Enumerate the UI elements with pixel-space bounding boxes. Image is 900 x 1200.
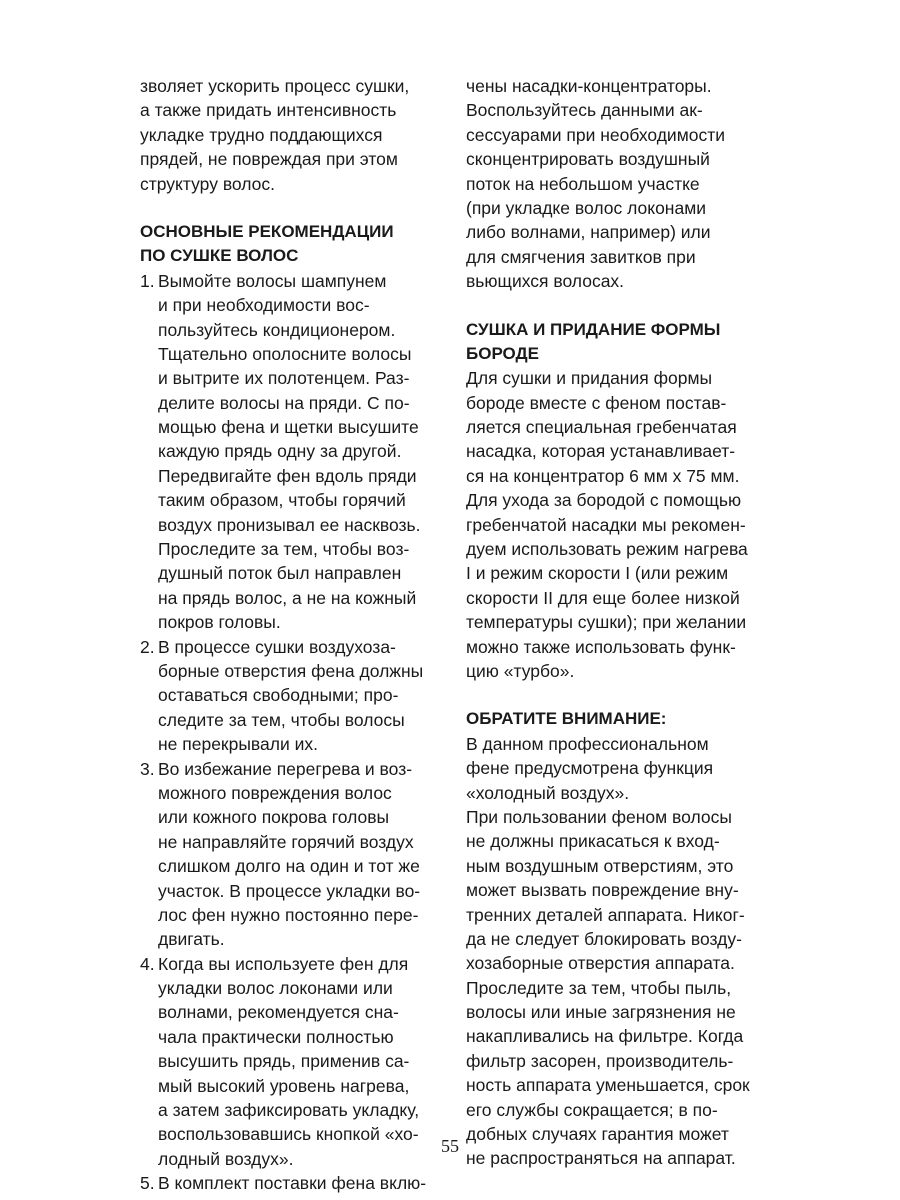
text-line: может вызвать повреждение вну- [466,880,739,901]
text-line: При пользовании феном волосы [466,806,732,827]
list-item [140,757,438,952]
text-line: вьющихся волосах. [466,271,625,292]
text-line: структуру волос. [140,173,276,194]
note-paragraph-1 [466,732,764,805]
text-line: ся на концентратор 6 мм x 75 мм. [466,465,740,486]
list-item-number: 5. [140,1173,155,1194]
text-line: Передвигайте фен вдоль пряди [158,465,417,486]
text-line: либо волнами, например) или [466,222,711,243]
text-line: воспользовавшись кнопкой «хо- [158,1124,419,1145]
text-line: чены насадки-концентраторы. [466,76,712,96]
text-line: насадка, которая устанавливает- [466,441,736,462]
text-line: В комплект поставки фена вклю- [158,1173,427,1194]
left-column [140,74,438,1196]
text-line: борные отверстия фена должны [158,660,424,681]
text-line: участок. В процессе укладки во- [158,880,421,901]
note-heading-text: ОБРАТИТЕ ВНИМАНИЕ: [466,709,667,729]
text-line: высушить прядь, применив са- [158,1051,410,1072]
text-line: мощью фена и щетки высушите [158,417,419,438]
text-line: (при укладке волос локонами [466,197,707,218]
text-line: температуры сушки); при желании [466,612,747,633]
text-line: сконцентрировать воздушный [466,149,710,170]
text-line: Тщательно ополосните волосы [158,343,412,364]
text-line: Воспользуйтесь данными ак- [466,100,703,121]
text-line: а также придать интенсивность [140,100,397,121]
drying-recommendations-heading [140,220,438,269]
text-line: ность аппарата уменьшается, срок [466,1075,750,1096]
text-line: фильтр засорен, производитель- [466,1050,734,1071]
text-line: Для сушки и придания формы [466,368,713,389]
list-item-number: 3. [140,758,155,779]
text-line: следите за тем, чтобы волосы [158,709,405,730]
text-line: можно также использовать функ- [466,636,736,657]
text-line: «холодный воздух». [466,782,630,803]
text-line: его службы сокращается; в по- [466,1099,718,1120]
text-line: зволяет ускорить процесс сушки, [140,76,410,96]
text-line: каждую прядь одну за другой. [158,441,402,462]
text-line: не распространяться на аппарат. [466,1148,736,1169]
text-line: а затем зафиксировать укладку, [158,1100,420,1121]
text-line: цию «турбо». [466,660,575,681]
text-line: поток на небольшом участке [466,173,700,194]
text-line: ОСНОВНЫЕ РЕКОМЕНДАЦИИ [140,221,394,241]
text-line: накапливались на фильтре. Когда [466,1026,744,1047]
text-line: хозаборные отверстия аппарата. [466,953,735,974]
list-item [140,1171,438,1195]
list-item [140,269,438,635]
note-paragraph-2 [466,805,764,1171]
text-line: или кожного покрова головы [158,807,390,828]
continuation-paragraph [466,74,764,294]
text-line: лодный воздух». [158,1148,294,1169]
text-line: Проследите за тем, чтобы пыль, [466,977,732,998]
text-line: дуем использовать режим нагрева [466,539,748,560]
text-line: да не следует блокировать возду- [466,928,742,949]
text-line: и вытрите их полотенцем. Раз- [158,368,410,389]
text-line: покров головы. [158,612,281,633]
text-line: гребенчатой насадки мы рекомен- [466,514,746,535]
text-line: укладки волос локонами или [158,978,393,999]
text-line: мый высокий уровень нагрева, [158,1075,410,1096]
text-line: можного повреждения волос [158,782,392,803]
text-line: на прядь волос, а не на кожный [158,587,417,608]
text-line: делите волосы на пряди. С по- [158,392,410,413]
list-item [140,635,438,757]
list-item-number: 4. [140,953,155,974]
intro-paragraph [140,74,438,196]
text-line: Для ухода за бородой с помощью [466,490,742,511]
text-line: тренних деталей аппарата. Никог- [466,904,745,925]
text-line: БОРОДЕ [466,343,540,363]
text-line: чала практически полностью [158,1026,394,1047]
text-line: ным воздушным отверстиям, это [466,855,734,876]
text-line: таким образом, чтобы горячий [158,490,406,511]
text-line: оставаться свободными; про- [158,685,399,706]
page-number: 55 [441,1136,459,1156]
text-line: добных случаях гарантия может [466,1124,729,1145]
text-line: не должны прикасаться к вход- [466,831,720,852]
text-line: В процессе сушки воздухоза- [158,636,396,657]
text-line: ПО СУШКЕ ВОЛОС [140,246,299,266]
text-line: скорости II для еще более низкой [466,587,740,608]
text-line: не перекрывали их. [158,734,318,755]
note-heading [466,707,764,731]
right-column [466,74,764,1171]
text-line: Во избежание перегрева и воз- [158,758,413,779]
text-line: слишком долго на один и тот же [158,856,420,877]
beard-section-heading [466,318,764,367]
text-line: двигать. [158,929,225,950]
text-line: волнами, рекомендуется сна- [158,1002,399,1023]
text-line: пользуйтесь кондиционером. [158,319,396,340]
recommendations-list [140,269,438,1196]
text-line: не направляйте горячий воздух [158,831,414,852]
list-item-number: 1. [140,270,155,291]
beard-paragraph [466,366,764,683]
text-line: Когда вы используете фен для [158,953,409,974]
list-item-number: 2. [140,636,155,657]
text-line: В данном профессиональном [466,733,709,754]
text-line: волосы или иные загрязнения не [466,1002,736,1023]
text-line: воздух пронизывал ее насквозь. [158,514,421,535]
text-line: фене предусмотрена функция [466,758,714,779]
text-line: Вымойте волосы шампунем [158,270,387,291]
text-line: для смягчения завитков при [466,246,696,267]
text-line: и при необходимости вос- [158,295,370,316]
text-line: бороде вместе с феном постав- [466,392,727,413]
text-line: СУШКА И ПРИДАНИЕ ФОРМЫ [466,319,721,339]
text-line: укладке трудно поддающихся [140,124,383,145]
text-line: душный поток был направлен [158,563,402,584]
text-line: I и режим скорости I (или режим [466,563,729,584]
text-line: Проследите за тем, чтобы воз- [158,539,410,560]
text-line: лос фен нужно постоянно пере- [158,904,419,925]
text-line: ляется специальная гребенчатая [466,417,737,438]
text-line: сессуарами при необходимости [466,124,726,145]
text-line: прядей, не повреждая при этом [140,149,398,170]
